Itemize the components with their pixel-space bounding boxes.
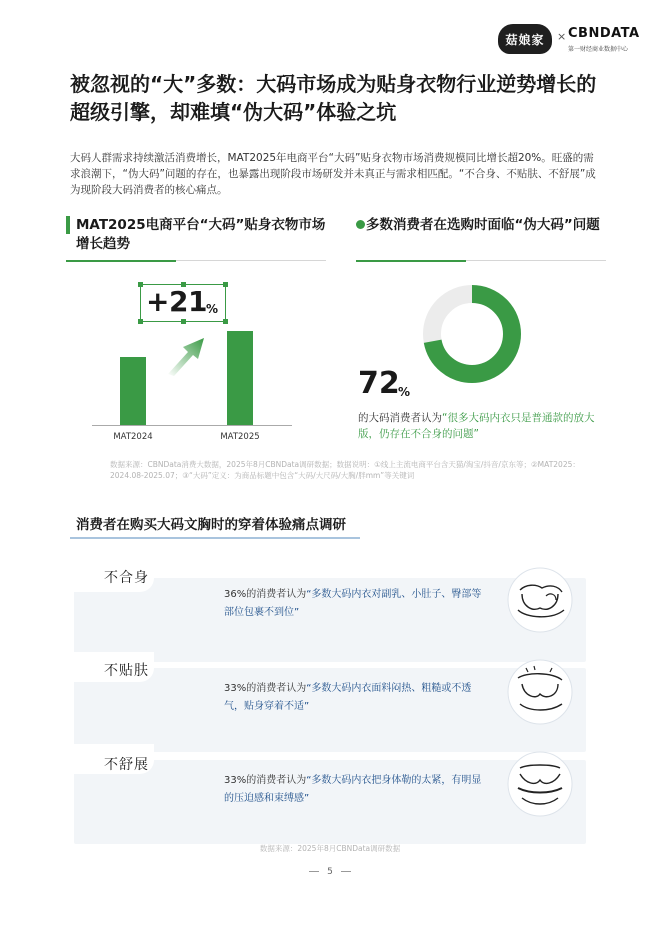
section-title-rule: [70, 537, 360, 539]
right-panel-rule: [466, 260, 606, 261]
data-source-note: 数据来源：CBNData消费大数据，2025年8月CBNData调研数据；数据说明：①线上主流电商平台含天猫/淘宝/抖音/京东等；②MAT2025：2024.08-2025.07；③“大码”定义：为商品标题中包含“大码/大尺码/大胸/胖mm”等关键词: [110, 460, 580, 480]
title-accent-bar: [66, 216, 70, 234]
title-accent-dot: [356, 220, 365, 229]
tight-band-icon: [506, 750, 574, 818]
pain-point-label-skin: 不贴肤: [104, 663, 149, 679]
left-panel-title: [66, 216, 326, 254]
intro-paragraph: 大码人群需求持续激活消费增长，MAT2025年电商平台“大码”贴身衣物市场消费规模同比增长超20%。旺盛的需求浪潮下，“伪大码”问题的存在，也暴露出现阶段市场研发并未真正与需求相匹配。“不合身、不贴肤、不舒展”成为现阶段大码消费者的核心痛点。: [70, 152, 596, 196]
data-source-note-2: 数据来源：2025年8月CBNData调研数据: [259, 844, 401, 853]
page-title: 被忽视的“大”多数：大码市场成为贴身衣物行业逆势增长的超级引擎，却难填“伪大码”体验之坑: [70, 72, 597, 124]
pain-point-text-skin: [224, 680, 484, 716]
percent-value: 72: [358, 366, 400, 401]
right-panel-rule-accent: [356, 260, 466, 262]
cbndata-logo: CBNDATA: [568, 26, 640, 41]
right-panel-title: [356, 216, 606, 235]
pain-point-label-stretch: 不舒展: [104, 757, 149, 773]
left-panel-title-text: MAT2025电商平台“大码”贴身衣物市场增长趋势: [76, 217, 326, 252]
page-number: [0, 867, 660, 877]
percent-unit: %: [398, 385, 411, 399]
page-number-value: 5: [327, 867, 333, 877]
cbndata-logo-subtitle: 第一财经商业数据中心: [568, 46, 629, 53]
x-tick-label-mat2024: MAT2024: [113, 432, 153, 442]
bar-mat2025: [227, 331, 253, 425]
pseudo-plus-size-donut-chart: [420, 282, 524, 386]
growth-unit: %: [206, 302, 219, 316]
pain-point-highlight: “多数大码内衣把身体勒的太紧，有明显的压迫感和束缚感”: [224, 775, 482, 804]
body-fit-icon: [506, 566, 574, 634]
chart-x-axis: [92, 425, 292, 426]
growth-arrow-icon: [164, 332, 210, 378]
left-panel-rule: [176, 260, 326, 261]
pain-point-prefix: 33%的消费者认为: [224, 683, 307, 694]
logo-separator: ×: [557, 30, 567, 43]
donut-note-highlight: “很多大码内衣只是普通款的放大版，仍存在不合身的问题”: [358, 412, 595, 440]
mushroom-brand-logo: 菇娘家: [498, 24, 552, 54]
right-panel-title-text: 多数消费者在选购时面临“伪大码”问题: [366, 217, 600, 233]
pain-point-highlight: “多数大码内衣对副乳、小肚子、臀部等部位包裹不到位”: [224, 589, 482, 618]
pain-point-prefix: 36%的消费者认为: [224, 589, 307, 600]
left-panel-rule-accent: [66, 260, 176, 262]
pain-point-text-fit: [224, 586, 484, 622]
section-title: 消费者在购买大码文胸时的穿着体验痛点调研: [76, 517, 346, 533]
sweat-discomfort-icon: [506, 658, 574, 726]
x-tick-label-mat2025: MAT2025: [220, 432, 260, 442]
bar-mat2024: [120, 357, 146, 425]
pain-point-prefix: 33%的消费者认为: [224, 775, 307, 786]
pain-point-label-fit: 不合身: [104, 570, 149, 586]
pain-point-highlight: “多数大码内衣面料闷热、粗糙或不透气，贴身穿着不适”: [224, 683, 472, 712]
pain-point-text-stretch: [224, 772, 484, 808]
growth-value: +21: [146, 285, 207, 318]
donut-note: [358, 410, 598, 442]
donut-note-prefix: 的大码消费者认为: [358, 412, 442, 424]
